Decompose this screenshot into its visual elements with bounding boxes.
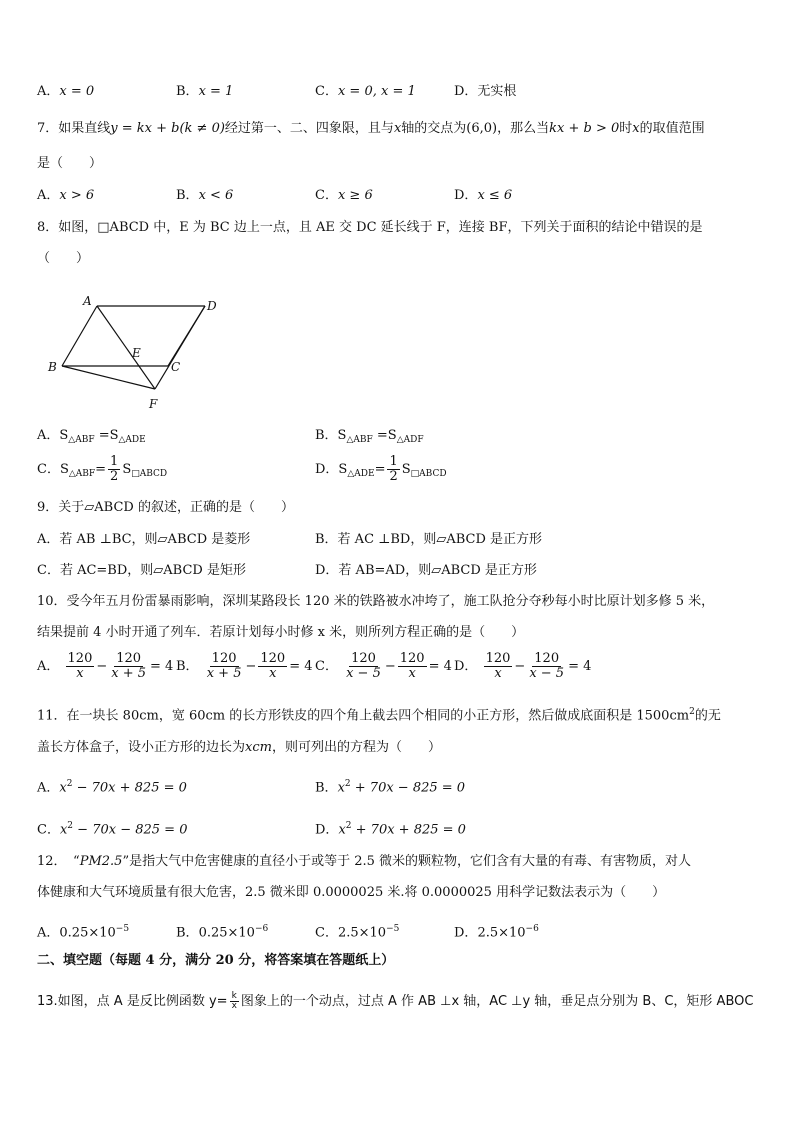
section-heading: 二、填空题（每题 4 分，满分 20 分，将答案填在答题纸上） — [37, 953, 395, 968]
q6-option-b: B．x = 1 — [176, 84, 234, 99]
q10-option-b: B． $\frac{120}{x + 5}$ − $\frac{120}{x}$ = 4 — [176, 651, 313, 681]
q7-stem-line1: 7．如果直线y = kx + b(k ≠ 0)经过第一、二、四象限，且与x轴的交点为(6,0)，那么当kx + b > 0时x的取值范围 — [37, 121, 705, 136]
q12-option-b: B．$0.25\times 10^{-6}$ — [176, 924, 269, 941]
q8-option-b: B．$S_{\triangle ABF} =S_{\triangle ADF}$ — [315, 428, 424, 445]
q8-stem-line2: （ ） — [37, 251, 90, 266]
q7-option-c: C．x ≥ 6 — [315, 188, 373, 203]
q8-option-a: A．$S_{\triangle ABF} =S_{\triangle ADE}$ — [37, 428, 146, 445]
q9-option-d: D．若 AB=AD，则▱ABCD 是正方形 — [315, 563, 537, 578]
q11-stem-line2: 盖长方体盒子，设小正方形的边长为xcm，则可列出的方程为（ ） — [37, 740, 441, 755]
q6-option-a: A．x = 0 — [37, 84, 95, 99]
q12-stem-line1: 12． “PM2.5”是指大气中危害健康的直径小于或等于 2.5 微米的颗粒物，它们含有大量的有毒、有害物质，对人 — [37, 854, 692, 869]
label-C: C — [171, 360, 181, 374]
q10-stem-line1: 10．受今年五月份雷暴雨影响，深圳某路段长 120 米的铁路被水冲垮了，施工队抢分夺秒每小时比原计划多修 5 米， — [37, 594, 715, 609]
q7-option-b: B．x < 6 — [176, 188, 234, 203]
q7-stem-line2: 是（ ） — [37, 156, 103, 171]
q8-option-c: C．$S_{\triangle ABF}=$ $\frac{1}{2}$ $S_{□ABCD}$ — [37, 454, 168, 484]
q12-stem-line2: 体健康和大气环境质量有很大危害，2.5 微米即 0.0000025 米.将 0.0000025 用科学记数法表示为（ ） — [37, 885, 666, 900]
q6-option-d: D．无实根 — [454, 84, 517, 99]
q6-option-c: C．x = 0, x = 1 — [315, 84, 416, 99]
q11-option-d: D．$x^2 + 70x + 825 = 0$ — [315, 821, 466, 838]
label-D: D — [207, 299, 217, 313]
q10-option-a: A． $\frac{120}{x}$ − $\frac{120}{x + 5}$ = 4 — [37, 651, 174, 681]
q13-stem: 13.如图，点 A 是反比例函数 y= $\frac{k}{x}$ 图象上的一个动点，过点 A 作 AB ⊥x 轴，AC ⊥y 轴，垂足点分别为 B、C，矩形 ABOC — [37, 991, 754, 1011]
q11-option-a: A．$x^2 - 70x + 825 = 0$ — [37, 779, 187, 796]
label-F: F — [149, 397, 158, 411]
q10-option-d: D． $\frac{120}{x}$ − $\frac{120}{x - 5}$ = 4 — [454, 651, 592, 681]
q11-option-c: C．$x^2 - 70x - 825 = 0$ — [37, 821, 188, 838]
q11-stem-line1: 11．在一块长 80cm，宽 60cm 的长方形铁皮的四个角上截去四个相同的小正方形，然后做成底面积是 $1500cm^2$的无 — [37, 707, 721, 724]
q12-option-a: A．$0.25\times 10^{-5}$ — [37, 924, 130, 941]
q8-option-d: D．$S_{\triangle ADE}=$ $\frac{1}{2}$ $S_{□ABCD}$ — [315, 454, 447, 484]
q12-option-c: C．$2.5\times 10^{-5}$ — [315, 924, 400, 941]
q8-stem-line1: 8．如图，□ABCD 中，E 为 BC 边上一点，且 AE 交 DC 延长线于 F，连接 BF，下列关于面积的结论中错误的是 — [37, 220, 703, 235]
label-B: B — [48, 360, 57, 374]
q9-option-c: C．若 AC=BD，则▱ABCD 是矩形 — [37, 563, 246, 578]
q9-option-b: B．若 AC ⊥BD，则▱ABCD 是正方形 — [315, 532, 543, 547]
q7-option-a: A．x > 6 — [37, 188, 95, 203]
q12-option-d: D．$2.5\times 10^{-6}$ — [454, 924, 539, 941]
q9-option-a: A．若 AB ⊥BC，则▱ABCD 是菱形 — [37, 532, 251, 547]
label-E: E — [132, 346, 141, 360]
q10-stem-line2: 结果提前 4 小时开通了列车．若原计划每小时修 x 米，则所列方程正确的是（ ） — [37, 625, 525, 640]
label-A: A — [83, 294, 92, 308]
q11-option-b: B．$x^2 + 70x - 825 = 0$ — [315, 779, 466, 796]
q10-option-c: C． $\frac{120}{x - 5}$ − $\frac{120}{x}$ = 4 — [315, 651, 452, 681]
parallelogram-figure — [40, 290, 230, 415]
q9-stem: 9．关于▱ABCD 的叙述，正确的是（ ） — [37, 500, 294, 515]
q7-option-d: D．x ≤ 6 — [454, 188, 513, 203]
